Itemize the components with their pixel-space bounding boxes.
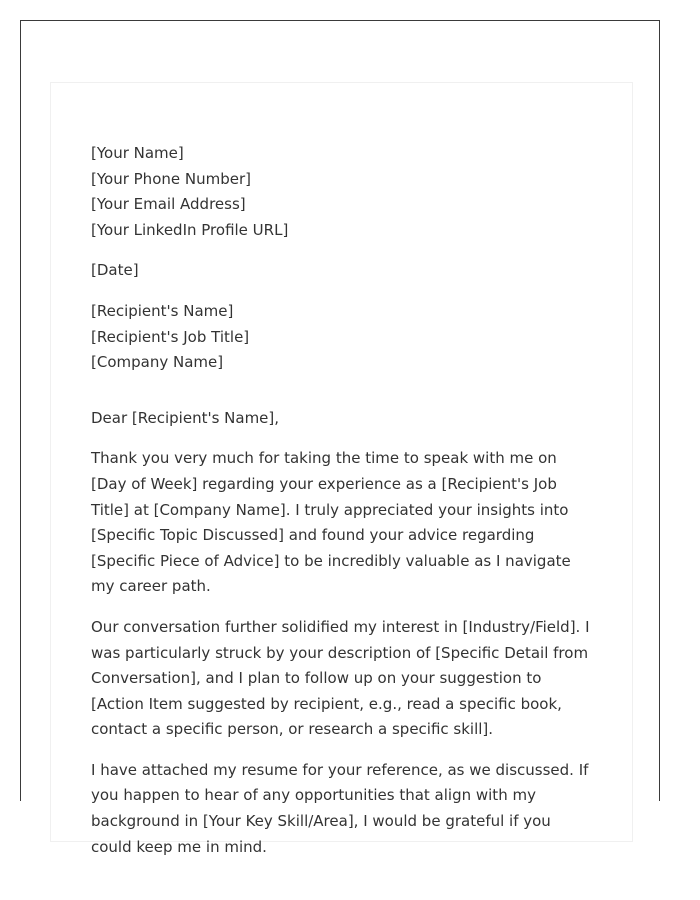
salutation: Dear [Recipient's Name], [91,408,280,427]
body-paragraph-2: Our conversation further solidified my interest in [Industry/Field]. I was particularly struck by your description of [Specific Detail from Conversation], and I plan to follow up on your suggestion to [Action Item suggested by recipient, e.g., read a specific book, contact a specific person, or research a specific skill]. [91,617,590,739]
recipient-job-title: [Recipient's Job Title] [91,327,250,346]
body-paragraph-3: I have attached my resume for your reference, as we discussed. If you happen to hear of any opportunities that align with my background in [Your Key Skill/Area], I would be grateful if you could keep me in mind. [91,760,589,856]
sender-phone: [Your Phone Number] [91,169,251,188]
sender-linkedin: [Your LinkedIn Profile URL] [91,220,289,239]
document-page-frame [20,20,660,856]
letter-body [91,141,591,875]
sender-name: [Your Name] [91,144,184,162]
recipient-company: [Company Name] [91,353,224,372]
recipient-block [91,299,591,376]
recipient-name: [Recipient's Name] [91,301,234,320]
letter-date: [Date] [91,261,139,280]
date-block [91,258,591,284]
sender-block [91,141,591,243]
body-paragraph-1: Thank you very much for taking the time to speak with me on [Day of Week] regarding your experience as a [Recipient's Job Title] at [Company Name]. I truly appreciated your insights into [Specific Topic Discussed] and found your advice regarding [Specific Piece of Advice] to be incredibly valuable as I navigate my career path. [91,449,571,596]
sender-email: [Your Email Address] [91,195,246,214]
